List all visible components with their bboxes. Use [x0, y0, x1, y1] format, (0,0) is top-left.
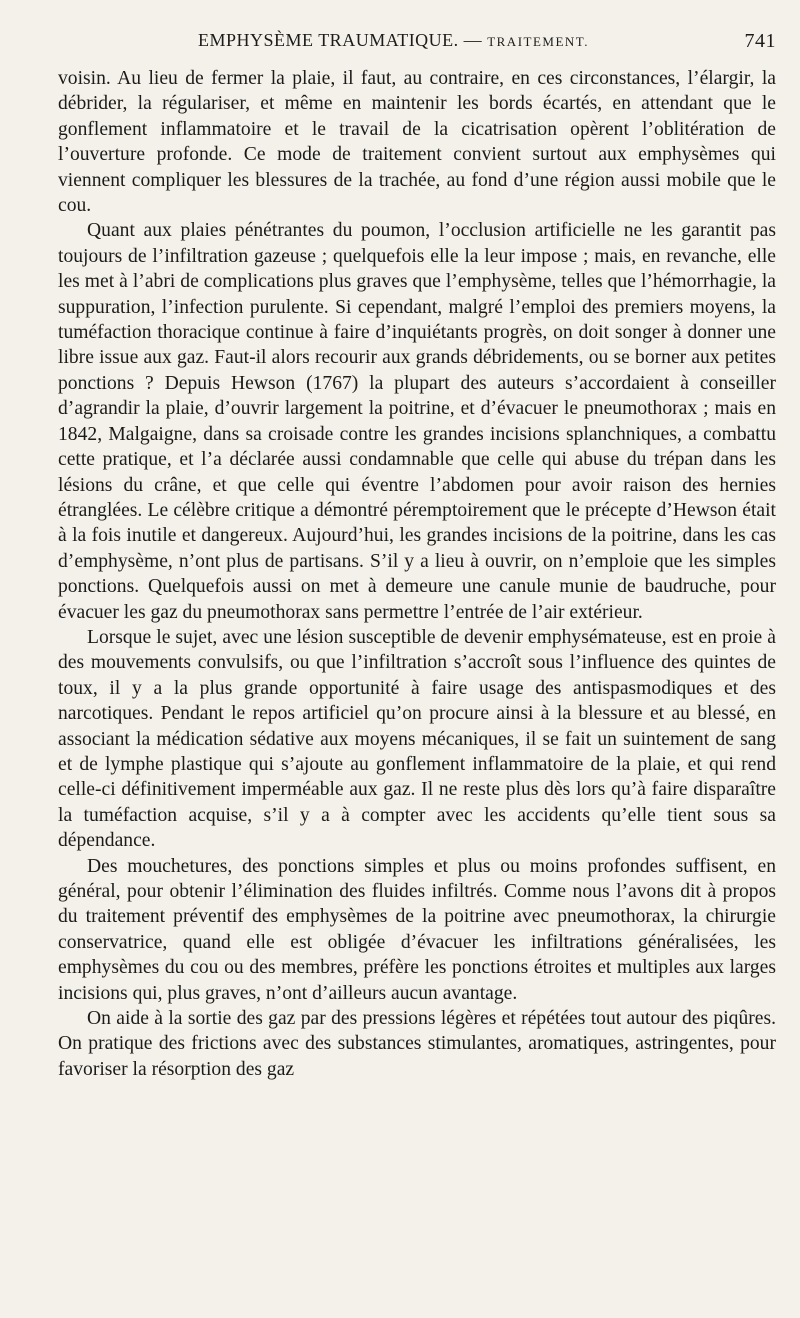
paragraph: Des mouchetures, des ponctions simples et plus ou moins profondes suffisent, en général, pour obtenir l’élimination des fluides infiltrés. Comme nous l’avons dit à propos du traitement préventif des emphysèmes de la poitrine avec pneumothorax, la chirurgie conservatrice, quand elle est obligée d’évacuer les infiltrations généralisées, les emphysèmes du cou ou des membres, préfère les ponctions étroites et multiples aux larges incisions qui, plus graves, n’ont d’ailleurs aucun avantage.: [58, 855, 776, 1004]
paragraph: On aide à la sortie des gaz par des pressions légères et répétées tout autour des piqûres. On pratique des frictions avec des substances stimulantes, aromatiques, astringentes, pour favoriser la résorption des gaz: [58, 1008, 776, 1080]
running-title-section: TRAITEMENT.: [487, 34, 590, 49]
paragraph: Quant aux plaies pénétrantes du poumon, l’occlusion artificielle ne les garantit pas toujours de l’infiltration gazeuse ; quelquefois elle la leur impose ; mais, en revanche, elle les met à l’abri de complications plus graves que l’emphysème, telles que l’hémorrhagie, la suppuration, l’infection purulente. Si cependant, malgré l’emploi des premiers moyens, la tuméfaction thoracique continue à faire d’inquiétants progrès, on doit songer à donner une libre issue aux gaz. Faut-il alors recourir aux grands débridements, ou se borner aux petites ponctions ? Depuis Hewson (1767) la plupart des auteurs s’accordaient à conseiller d’agrandir la plaie, d’ouvrir largement la poitrine, et d’évacuer le pneumothorax ; mais en 1842, Malgaigne, dans sa croisade contre les grandes incisions splanchniques, a combattu cette pratique, et l’a déclarée aussi condamnable que celle qui abuse du trépan dans les lésions du crâne, et que celle qui éventre l’abdomen pour avoir raison des hernies étranglées. Le célèbre critique a démontré péremptoirement que le précepte d’Hewson était à la fois inutile et dangereux. Aujourd’hui, les grandes incisions de la poitrine, dans les cas d’emphysème, n’ont plus de partisans. S’il y a lieu à ouvrir, on n’emploie que les simples ponctions. Quelquefois aussi on met à demeure une canule munie de baudruche, pour évacuer les gaz du pneumothorax sans permettre l’entrée de l’air extérieur.: [58, 220, 776, 623]
paragraph: voisin. Au lieu de fermer la plaie, il faut, au contraire, en ces circonstances, l’élargir, la débrider, la régulariser, et même en maintenir les bords écartés, en attendant que le gonflement inflammatoire et le travail de la cicatrisation opèrent l’oblitération de l’ouverture profonde. Ce mode de traitement convient surtout aux emphysèmes qui viennent compliquer les blessures de la trachée, au fond d’une région aussi mobile que le cou.: [58, 68, 776, 217]
body-text: [58, 66, 776, 1082]
running-title: [198, 30, 589, 51]
running-title-main: EMPHYSÈME TRAUMATIQUE. —: [198, 30, 488, 50]
running-head: [58, 30, 776, 66]
page-number: 741: [744, 30, 776, 52]
paragraph: Lorsque le sujet, avec une lésion susceptible de devenir emphysémateuse, est en proie à des mouvements convulsifs, ou que l’infiltration s’accroît sous l’influence des quintes de toux, il y a la plus grande opportunité à faire usage des antispasmodiques et des narcotiques. Pendant le repos artificiel qu’on procure ainsi à la blessure et au blessé, en associant la médication sédative aux moyens mécaniques, il se fait un suintement de sang et de lymphe plastique qui s’ajoute au gonflement inflammatoire de la plaie, et qui rend celle-ci définitivement imperméable aux gaz. Il ne reste plus dès lors qu’à faire disparaître la tuméfaction acquise, s’il y a à compter avec les accidents qu’elle tient sous sa dépendance.: [58, 626, 776, 852]
